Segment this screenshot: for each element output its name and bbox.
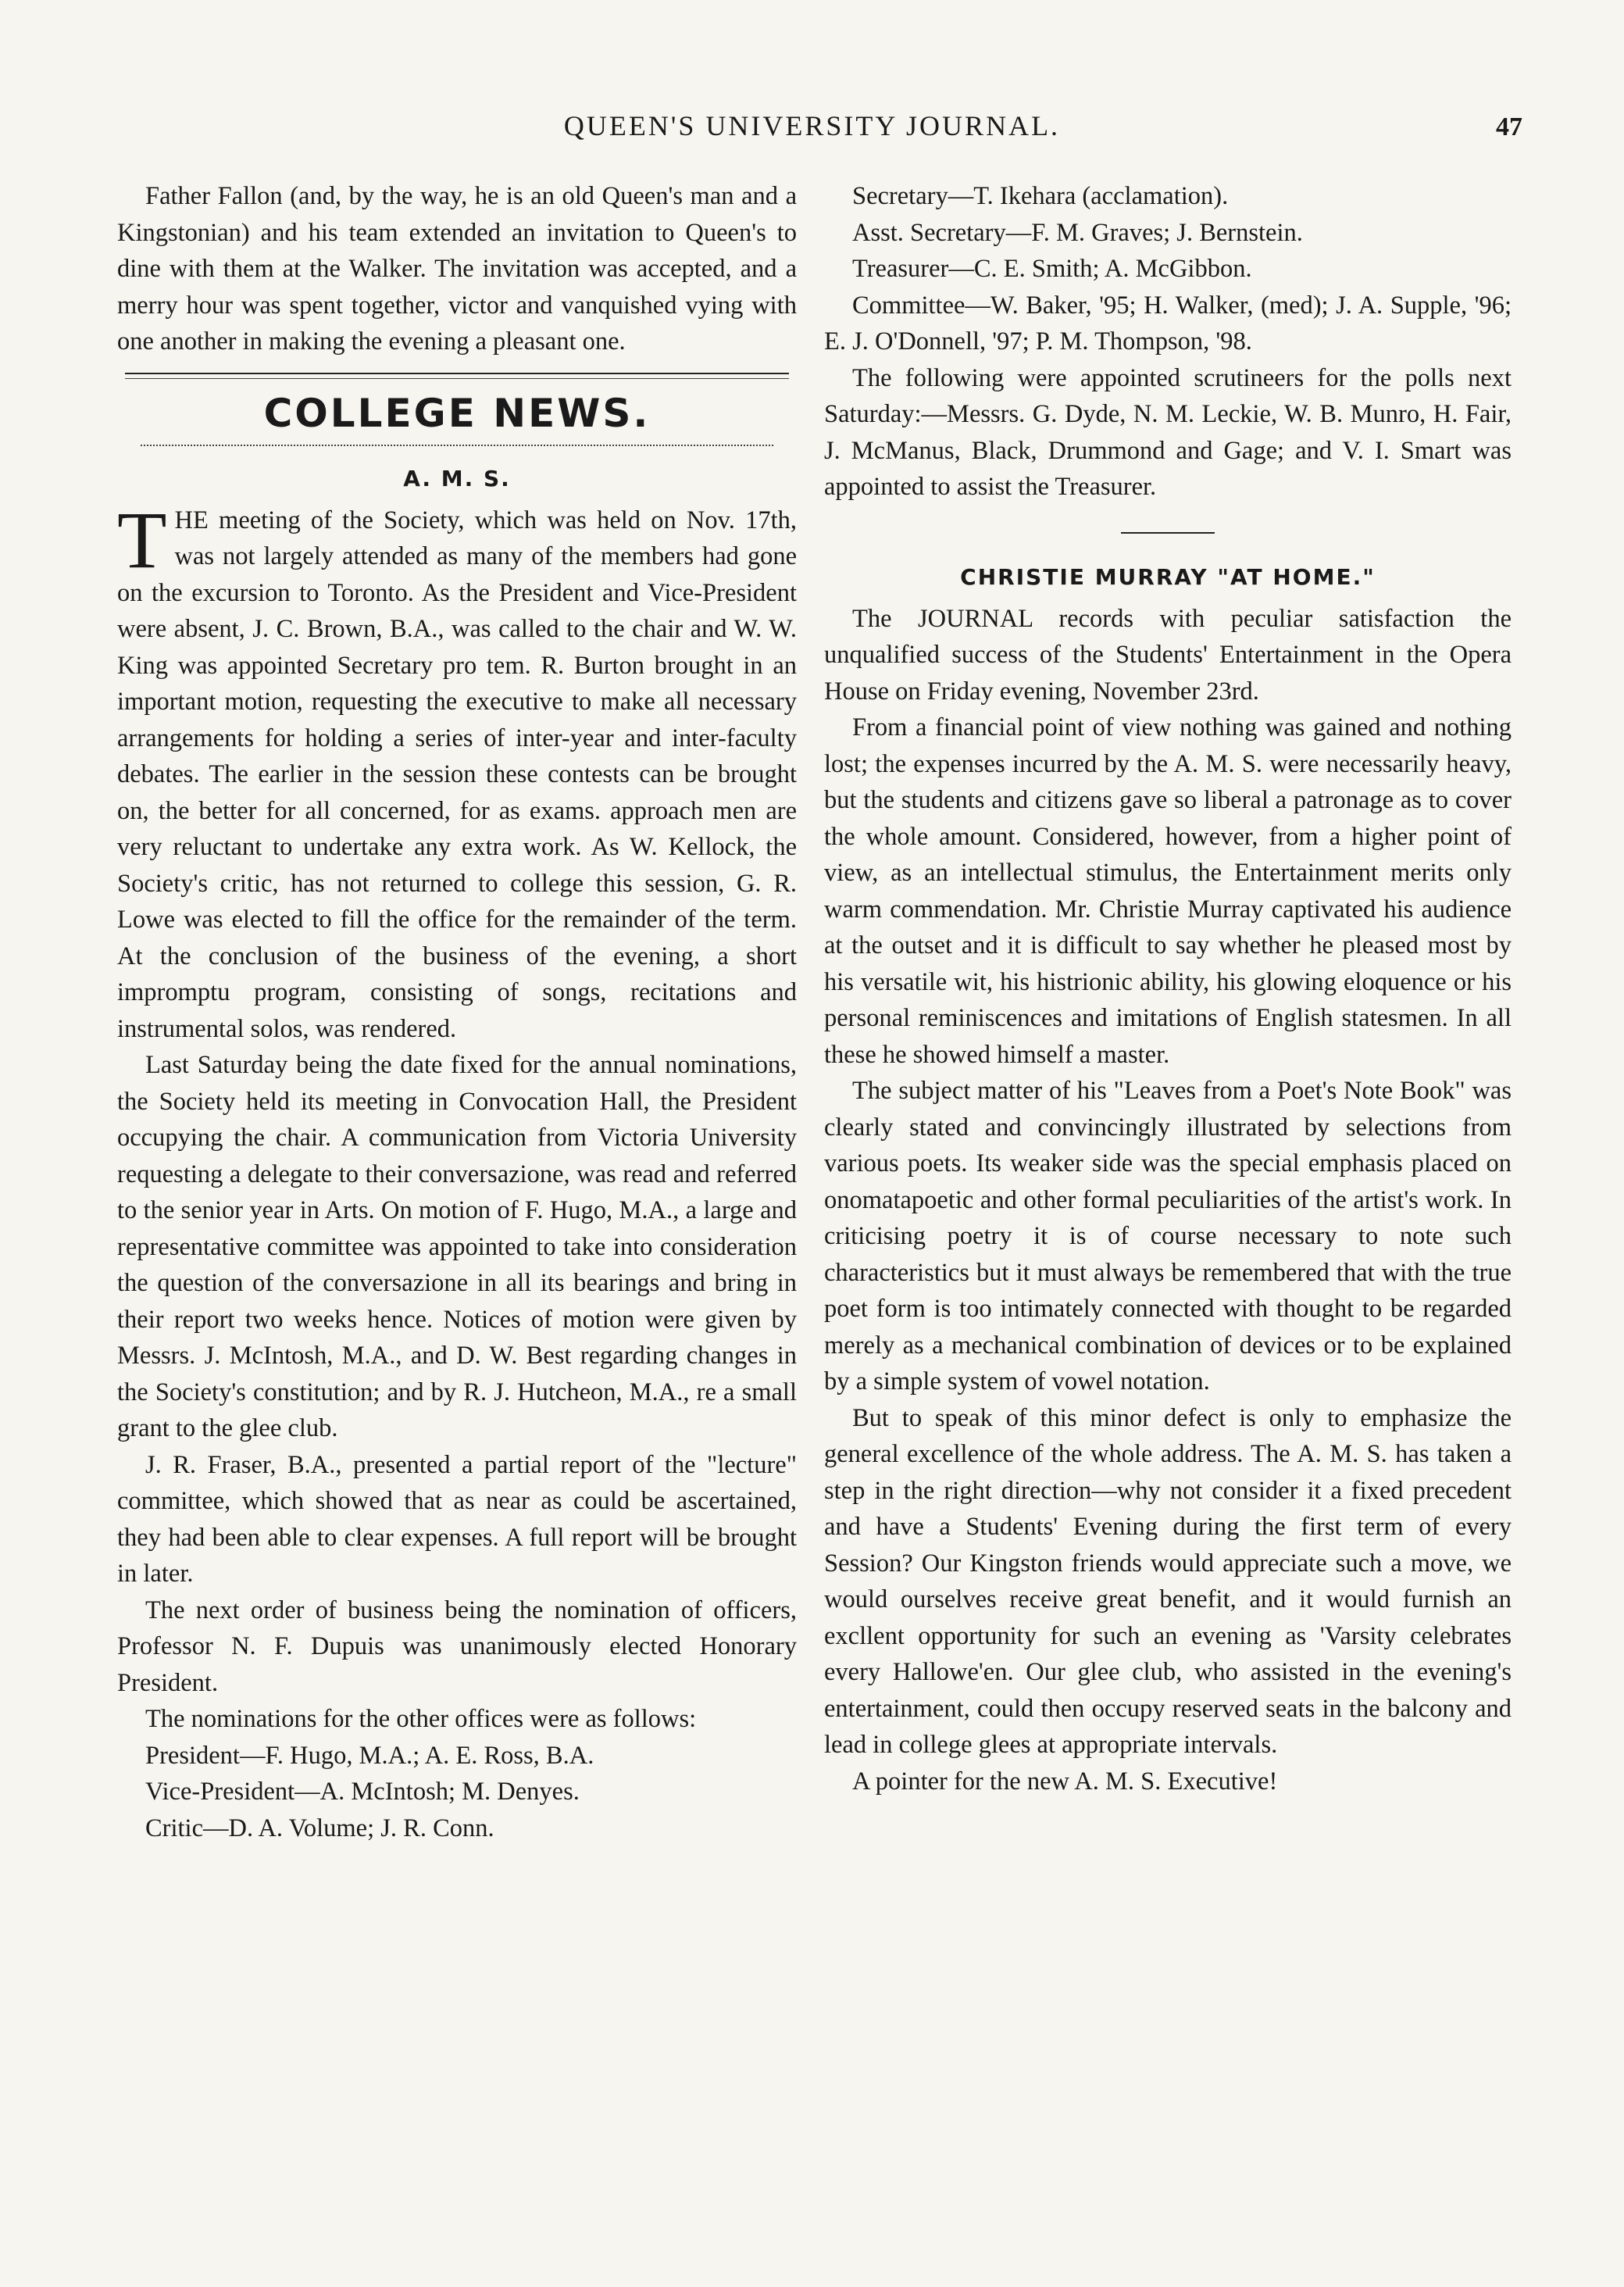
christie-paragraph-1: The JOURNAL records with peculiar satisfaction the unqualified success of the Students' Entertainment in the Opera House on Friday evening, November 23rd. (824, 604, 1512, 706)
running-head: QUEEN'S UNIVERSITY JOURNAL. (563, 110, 1061, 141)
right-column (824, 178, 1512, 1799)
ams-paragraph-2: Last Saturday being the date fixed for the annual nominations, the Society held its meeting in Convocation Hall, the President occupying the chair. A communication from Victoria University requesting a delegate to their conversazione, was read and referred to the senior year in Arts. On motion of F. Hugo, M.A., a large and representative committee was appointed to take into consideration the question of the conversazione in all its bearings and bring in their report two weeks hence. Notices of motion were given by Messrs. J. McIntosh, M.A., and D. W. Best regarding changes in the Society's constitution; and by R. J. Hutcheon, M.A., re a small grant to the glee club. (117, 1051, 797, 1442)
page-number: 47 (1496, 113, 1522, 141)
ams-paragraph-1-text: HE meeting of the Society, which was held on Nov. 17th, was not largely attended as many of the members had gone on the excursion to Toronto. As the President and Vice-President were absent, J. C. Brown, B.A., was called to the chair and W. W. King was appointed Secretary pro tem. R. Burton brought in an important motion, requesting the executive to make all necessary arrangements for holding a series of inter-year and inter-faculty debates. The earlier in the session these contests can be brought on, the better for all concerned, for as exams. approach men are very reluctant to undertake any extra work. As W. Kellock, the Society's critic, has not returned to college this session, G. R. Lowe was elected to fill the office for the remainder of the term. At the conclusion of the business of the evening, a short impromptu program, consisting of songs, recitations and instrumental solos, was rendered. (117, 506, 797, 1043)
committee-paragraph: Committee—W. Baker, '95; H. Walker, (med); J. A. Supple, '96; E. J. O'Donnell, '97; P. M. Thompson, '98. (824, 291, 1512, 356)
nomination-item: Critic—D. A. Volume; J. R. Conn. (145, 1814, 494, 1842)
short-rule-divider (1121, 532, 1215, 534)
christie-paragraph-5: A pointer for the new A. M. S. Executive! (852, 1767, 1278, 1796)
dotted-rule-divider (141, 445, 773, 446)
ams-paragraph-5: The nominations for the other offices were as follows: (145, 1705, 697, 1733)
nomination-item: Vice-President—A. McIntosh; M. Denyes. (145, 1778, 580, 1806)
drop-cap: T (117, 495, 167, 585)
scrutineers-paragraph: The following were appointed scrutineers for the polls next Saturday:—Messrs. G. Dyde, N. M. Leckie, W. B. Munro, H. Fair, J. McManus, Black, Drummond and Gage; and V. I. Smart was appointed to assist the Treasurer. (824, 363, 1512, 501)
intro-paragraph: Father Fallon (and, by the way, he is an old Queen's man and a Kingstonian) and his team extended an invitation to Queen's to dine with them at the Walker. The invitation was accepted, and a merry hour was spent together, victor and vanquished vying with one another in making the evening a pleasant one. (117, 182, 797, 356)
double-rule-divider (125, 373, 789, 379)
ams-paragraph-1 (117, 495, 797, 1048)
christie-paragraph-2: From a financial point of view nothing was gained and nothing lost; the expenses incurred by the A. M. S. were necessarily heavy, but the students and citizens gave so liberal a patronage as to cover the whole amount. Considered, however, from a higher point of view, as an intellectual stimulus, the Entertainment merits only warm commendation. Mr. Christie Murray captivated his audience at the outset and it is difficult to say whether he pleased most by his versatile wit, his histrionic ability, his glowing eloquence or his personal reminiscences and imitations of English statesmen. In all these he showed himself a master. (824, 713, 1512, 1069)
page-header (0, 109, 1624, 156)
nomination-item: President—F. Hugo, M.A.; A. E. Ross, B.A. (145, 1741, 594, 1770)
nomination-item: Treasurer—C. E. Smith; A. McGibbon. (852, 255, 1252, 283)
section-title: COLLEGE NEWS. (263, 390, 651, 436)
christie-paragraph-3: The subject matter of his "Leaves from a Poet's Note Book" was clearly stated and convincingly illustrated by selections from various poets. Its weaker side was the special emphasis placed on onomatapoetic and other formal peculiarities of the artist's work. In criticising poetry it is of course necessary to note such characteristics but it must always be remembered that with the true poet form is too intimately connected with thought to be regarded merely as a mechanical combination of devices or to be explained by a simple system of vowel notation. (824, 1077, 1512, 1395)
ams-paragraph-4: The next order of business being the nomination of officers, Professor N. F. Dupuis was unanimously elected Honorary President. (117, 1596, 797, 1697)
christie-paragraph-4: But to speak of this minor defect is only to emphasize the general excellence of the whole address. The A. M. S. has taken a step in the right direction—why not consider it a fixed precedent and have a Students' Evening during the first term of every Session? Our Kingston friends would appreciate such a move, we would ourselves receive great benefit, and it would furnish an excllent opportunity for such an evening as 'Varsity celebrates every Hallowe'en. Our glee club, who assisted in the evening's entertainment, could then occupy reserved seats in the balcony and lead in college glees at appropriate intervals. (824, 1403, 1512, 1759)
ams-paragraph-3: J. R. Fraser, B.A., presented a partial report of the "lecture" committee, which showed that as near as could be ascertained, they had been able to clear expenses. A full report will be brought in later. (117, 1450, 797, 1588)
nomination-item: Asst. Secretary—F. M. Graves; J. Bernstein. (852, 218, 1303, 247)
ams-subhead: A. M. S. (403, 465, 511, 491)
nomination-item: Secretary—T. Ikehara (acclamation). (852, 182, 1229, 210)
left-column (117, 178, 797, 1846)
christie-murray-subhead: CHRISTIE MURRAY "AT HOME." (960, 563, 1376, 590)
